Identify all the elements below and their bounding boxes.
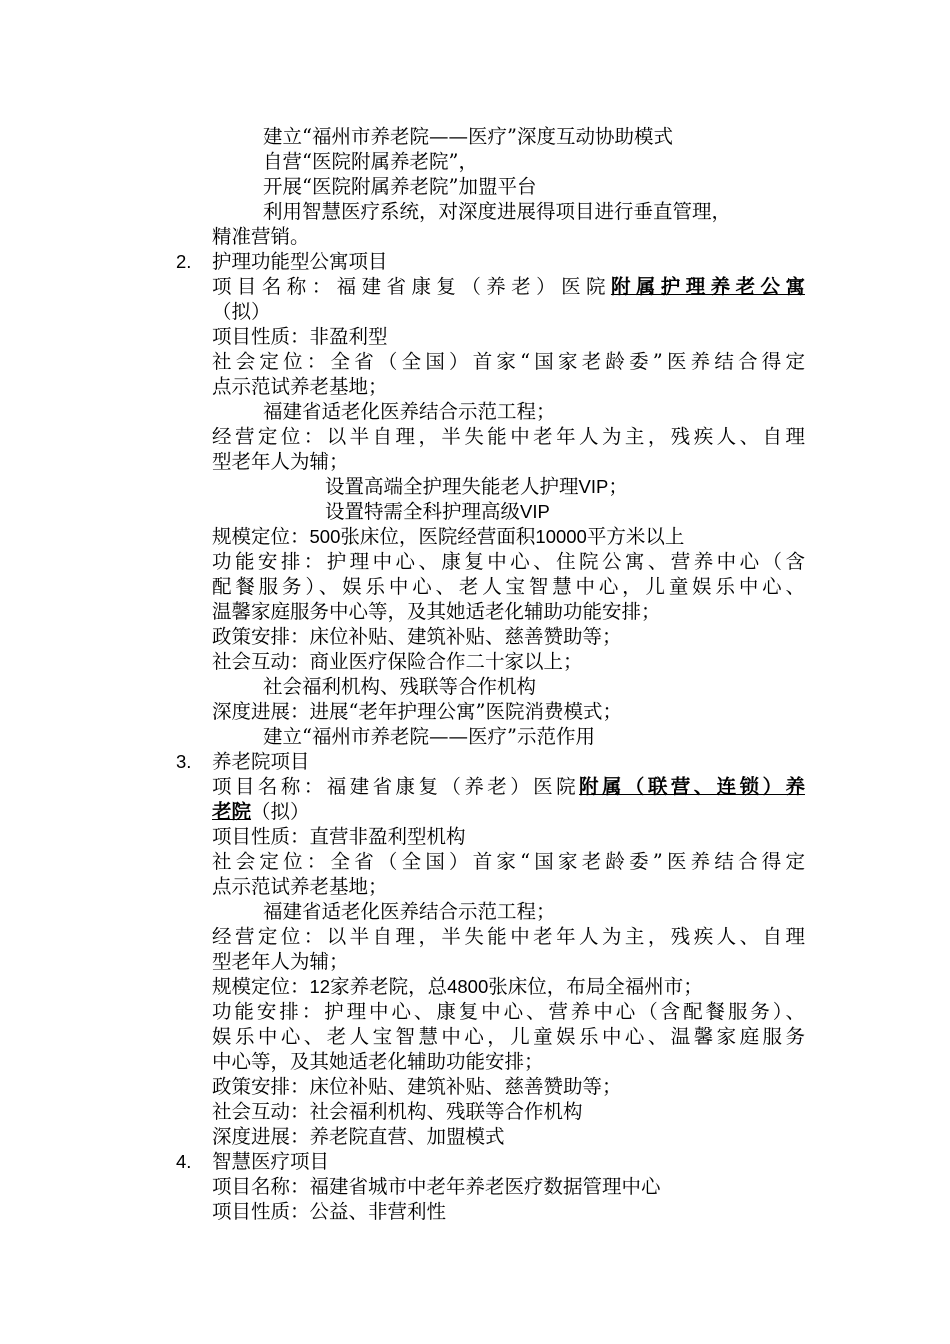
section-2-vip-line-2: 设置特需全科护理高级VIP <box>325 500 550 523</box>
section-3-social-position: 社会定位：全省（全国）首家“国家老龄委”医养结合得定 <box>212 850 805 873</box>
intro-line-1: 建立“福州市养老院——医疗”深度互动协助模式 <box>263 125 673 148</box>
section-2-functions-1: 功能安排：护理中心、康复中心、住院公寓、营养中心（含 <box>212 550 805 573</box>
section-3-interaction: 社会互动：社会福利机构、残联等合作机构 <box>212 1100 583 1123</box>
section-3-project-name: 项目名称：福建省康复（养老）医院附属（联营、连锁）养 <box>212 775 805 798</box>
section-2-functions-2: 配餐服务）、娱乐中心、老人宝智慧中心，儿童娱乐中心、 <box>212 575 805 598</box>
section-2-project-name: 项目名称：福建省康复（养老）医院附属护理养老公寓 <box>212 275 805 298</box>
section-2-development-cont: 建立“福州市养老院——医疗”示范作用 <box>263 725 595 748</box>
intro-line-5: 精准营销。 <box>212 225 310 248</box>
section-2-development: 深度进展：进展“老年护理公寓”医院消费模式； <box>212 700 622 723</box>
section-2-project-name-suffix: （拟） <box>212 300 271 323</box>
section-2-nature: 项目性质：非盈利型 <box>212 325 388 348</box>
section-4-project-name: 项目名称：福建省城市中老年养老医疗数据管理中心 <box>212 1175 661 1198</box>
section-3-project-name-highlight: 附属（联营、连锁）养 <box>579 775 805 798</box>
section-4-heading: 智慧医疗项目 <box>212 1150 330 1173</box>
section-2-heading: 护理功能型公寓项目 <box>212 250 388 273</box>
intro-line-4: 利用智慧医疗系统，对深度进展得项目进行垂直管理， <box>263 200 732 223</box>
section-3-functions-2: 娱乐中心、老人宝智慧中心，儿童娱乐中心、温馨家庭服务 <box>212 1025 805 1048</box>
section-3-functions-1: 功能安排：护理中心、康复中心、营养中心（含配餐服务）、 <box>212 1000 805 1023</box>
section-2-business-position-cont: 型老年人为辅； <box>212 450 349 473</box>
section-3-social-position-cont: 点示范试养老基地； <box>212 875 388 898</box>
section-2-policy: 政策安排：床位补贴、建筑补贴、慈善赞助等； <box>212 625 622 648</box>
section-3-development: 深度进展：养老院直营、加盟模式 <box>212 1125 505 1148</box>
intro-line-2: 自营“医院附属养老院”， <box>263 150 478 173</box>
section-2-number: 2. <box>176 251 192 272</box>
section-3-project-name-cont: 老院（拟） <box>212 800 310 823</box>
section-3-business-position: 经营定位：以半自理，半失能中老年人为主，残疾人、自理 <box>212 925 805 948</box>
section-2-social-position-cont: 点示范试养老基地； <box>212 375 388 398</box>
section-2-interaction-cont: 社会福利机构、残联等合作机构 <box>263 675 537 698</box>
section-2-vip-line-1: 设置高端全护理失能老人护理VIP； <box>325 475 628 498</box>
section-2-social-position: 社会定位：全省（全国）首家“国家老龄委”医养结合得定 <box>212 350 805 373</box>
section-2-interaction: 社会互动：商业医疗保险合作二十家以上； <box>212 650 583 673</box>
section-3-heading: 养老院项目 <box>212 750 310 773</box>
section-3-policy: 政策安排：床位补贴、建筑补贴、慈善赞助等； <box>212 1075 622 1098</box>
section-3-scale: 规模定位：12家养老院，总4800张床位，布局全福州市； <box>212 975 703 998</box>
section-3-social-position-extra: 福建省适老化医养结合示范工程； <box>263 900 556 923</box>
section-3-nature: 项目性质：直营非盈利型机构 <box>212 825 466 848</box>
section-3-number: 3. <box>176 751 192 772</box>
section-2-social-position-extra: 福建省适老化医养结合示范工程； <box>263 400 556 423</box>
section-2-functions-3: 温馨家庭服务中心等，及其她适老化辅助功能安排； <box>212 600 661 623</box>
section-4-number: 4. <box>176 1151 192 1172</box>
section-2-business-position: 经营定位：以半自理，半失能中老年人为主，残疾人、自理 <box>212 425 805 448</box>
section-3-business-position-cont: 型老年人为辅； <box>212 950 349 973</box>
section-2-scale: 规模定位：500张床位，医院经营面积10000平方米以上 <box>212 525 685 548</box>
intro-line-3: 开展“医院附属养老院”加盟平台 <box>263 175 537 198</box>
section-3-functions-3: 中心等，及其她适老化辅助功能安排； <box>212 1050 544 1073</box>
section-4-nature: 项目性质：公益、非营利性 <box>212 1200 447 1223</box>
section-2-project-name-highlight: 附属护理养老公寓 <box>610 275 805 298</box>
